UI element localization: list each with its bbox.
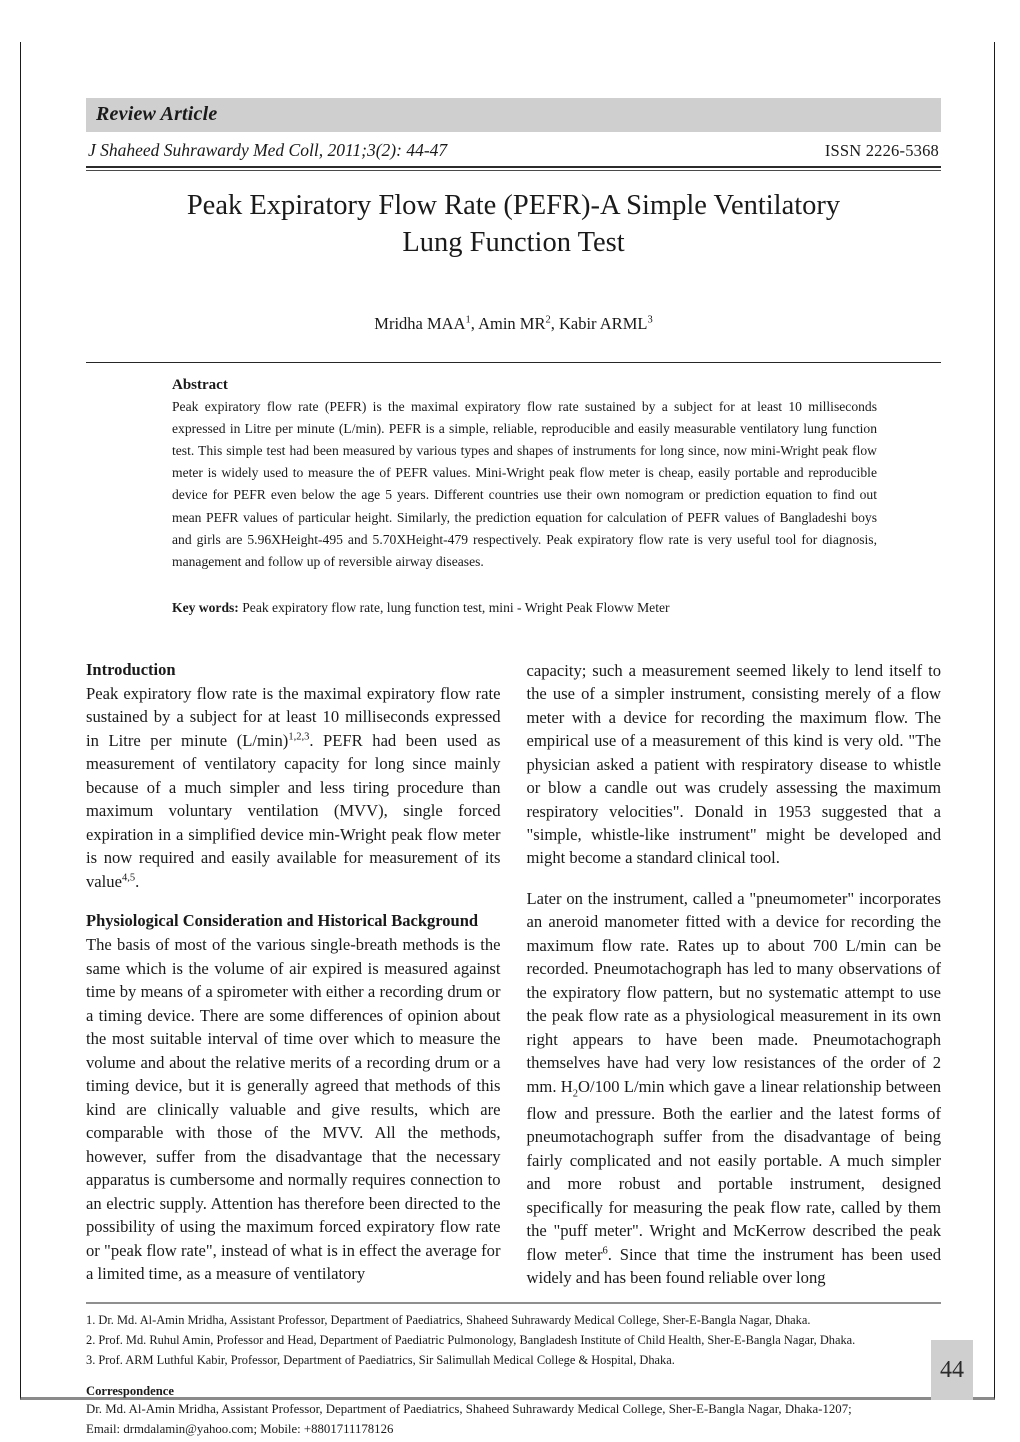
author-3: Kabir ARML (558, 313, 648, 333)
issn-label: ISSN 2226-5368 (824, 141, 939, 160)
intro-text-a: Peak expiratory flow rate is the maximal expiratory flow rate sustained by a subject for at least 10 milliseconds expressed in Litre per minute (L/min) (86, 683, 501, 750)
physiological-paragraph: The basis of most of the various single-breath methods is the same which is the volume of air expired is measured against time by means of a spirometer with either a recording drum or a timing device. There are some differences of opinion about the most suitable interval of time over which to measure the volume and about the relative merits of a recording drum or a timing device, but it is generally agreed that methods of this kind are clinically valuable and give results, which are comparable with those of the MVV. All the methods, however, suffer from the disadvantage that the necessary apparatus is cumbersome and normally requires connection to an electric supply. Attention has therefore been directed to the possibility of using the maximum forced expiratory flow rate or "peak flow rate", instead of what is in effect the average for a limited time, as a measure of ventilatory (86, 935, 501, 1284)
water-subscript: 2 (572, 1088, 579, 1099)
right-text-b: O/100 L/min which gave a linear relationship between flow and pressure. Both the earlier and the latest forms of pneumotachograph suffer from the disadvantage of being fairly complicated and not easily portable. A much simpler and more robust and portable instrument, designed specifically for measuring the peak flow rate, called by them the "puff meter". Wright and McKerrow described the peak flow meter (526, 1076, 941, 1264)
keywords-value: Peak expiratory flow rate, lung function test, mini - Wright Peak Floww Meter (238, 599, 670, 615)
affiliations-list (86, 1310, 941, 1370)
intro-citation-1: 1,2,3 (288, 731, 310, 743)
intro-citation-2: 4,5 (121, 872, 136, 884)
right-paragraph-1: capacity; such a measurement seemed likely to lend itself to the use of a simpler instrument, consisting merely of a flow meter with a device for recording the maximum flow. The empirical use of a measurement of this kind is very old. "The physician asked a patient with respiratory disease to whistle or blow a candle out was crudely assessing the maximum respiratory velocities". Donald in 1953 suggested that a "simple, whistle-like instrument" might be developed and might become a standard clinical tool. (526, 660, 941, 868)
author-sep-1: , (470, 313, 479, 333)
article-type-label: Review Article (96, 103, 218, 125)
correspondence-heading: Correspondence (86, 1383, 174, 1398)
keywords-label: Key words: (172, 599, 239, 615)
author-3-affil-marker: 3 (647, 314, 653, 326)
title-line-2: Lung Function Test (402, 227, 625, 259)
correspondence-line-1: Dr. Md. Al-Amin Mridha, Assistant Professor, Department of Paediatrics, Shaheed Suhrawardy Medical College, Sher-E-Bangla Nagar, Dhaka-1207; (86, 1401, 852, 1416)
right-text-c: . Since that time the instrument has been used widely and has been found reliable over long (526, 1244, 941, 1288)
correspondence-line-2: Email: drmdalamin@yahoo.com; Mobile: +8801711178126 (86, 1422, 394, 1437)
author-list (86, 314, 941, 334)
page-title (126, 187, 901, 262)
introduction-paragraph (86, 682, 501, 893)
page-content (86, 98, 941, 1439)
right-citation-6: 6 (602, 1245, 608, 1257)
affiliation-item: 3. Prof. ARM Luthful Kabir, Professor, Department of Paediatrics, Sir Salimullah Medical College & Hospital, Dhaka. (86, 1352, 675, 1367)
footnote-divider (86, 1302, 941, 1304)
right-paragraph-2 (527, 887, 942, 1290)
abstract-section (172, 377, 877, 619)
right-text-a: Later on the instrument, called a "pneumometer" incorporates an aneroid manometer fitted with a device for recording the maximum flow rate. Rates up to about 700 L/min can be recorded. Pneumotachograph has led to many observations of the expiratory flow pattern, but no systematic attempt to use the peak flow rate as a physiological measurement in its own right appears to have been made. Pneumotachograph themselves have had very low resistances of the order of 2 mm. H (526, 888, 941, 1096)
intro-text-b: . PEFR had been used as measurement of ventilatory capacity for long since mainly because of a much simpler and less tiring procedure than maximum voluntary ventilation (MVV), single forced expiration in a simplified device min-Wright peak flow meter is now required and easily available for measurement of its value (86, 730, 501, 891)
author-sep-2: , (550, 313, 559, 333)
article-type-band (86, 98, 941, 132)
journal-citation: J Shaheed Suhrawardy Med Coll, 2011;3(2): 44-47 (88, 140, 448, 160)
introduction-heading: Introduction (86, 659, 176, 679)
body-columns (86, 659, 941, 1290)
page-number-value: 44 (940, 1356, 964, 1383)
abstract-heading: Abstract (172, 376, 228, 393)
abstract-body: Peak expiratory flow rate (PEFR) is the maximal expiratory flow rate sustained by a subject for at least 10 milliseconds expressed in Litre per minute (L/min). PEFR is a simple, reliable, reproducible and easily measurable ventilatory lung function test. This simple test had been measured by various types and shapes of instruments for long since, now mini-Wright peak flow meter is widely used to measure the of PEFR values. Mini-Wright peak flow meter is cheap, easily portable and reproducible device for PEFR even below the age 5 years. Different countries use their own nomogram or prediction equation to find out mean PEFR values of particular height. Similarly, the prediction equation for calculation of PEFR values of Bangladeshi boys and girls are 5.96XHeight-495 and 5.70XHeight-479 respectively. Peak expiratory flow rate is very useful tool for diagnosis, management and follow up of reversible airway diseases. (172, 398, 877, 569)
author-1-affil-marker: 1 (465, 314, 471, 326)
physiological-heading: Physiological Consideration and Historical Background (86, 911, 479, 931)
affiliation-item: 1. Dr. Md. Al-Amin Mridha, Assistant Professor, Department of Paediatrics, Shaheed Suhrawardy Medical College, Sher-E-Bangla Nagar, Dhaka. (86, 1312, 811, 1327)
intro-text-c: . (135, 871, 140, 891)
author-2-affil-marker: 2 (545, 314, 551, 326)
left-column (86, 659, 501, 1290)
journal-citation-row (86, 132, 941, 166)
keywords-row (172, 597, 877, 619)
title-line-1: Peak Expiratory Flow Rate (PEFR)-A Simple Ventilatory (186, 189, 841, 221)
masthead-divider (86, 166, 941, 171)
right-column (527, 659, 942, 1290)
author-2: Amin MR (478, 313, 546, 333)
abstract-divider (86, 362, 941, 363)
affiliation-item: 2. Prof. Md. Ruhul Amin, Professor and Head, Department of Paediatric Pulmonology, Bangladesh Institute of Child Health, Sher-E-Bangla Nagar, Dhaka. (86, 1332, 856, 1347)
page-number-badge (931, 1340, 973, 1400)
author-1: Mridha MAA (374, 313, 466, 333)
